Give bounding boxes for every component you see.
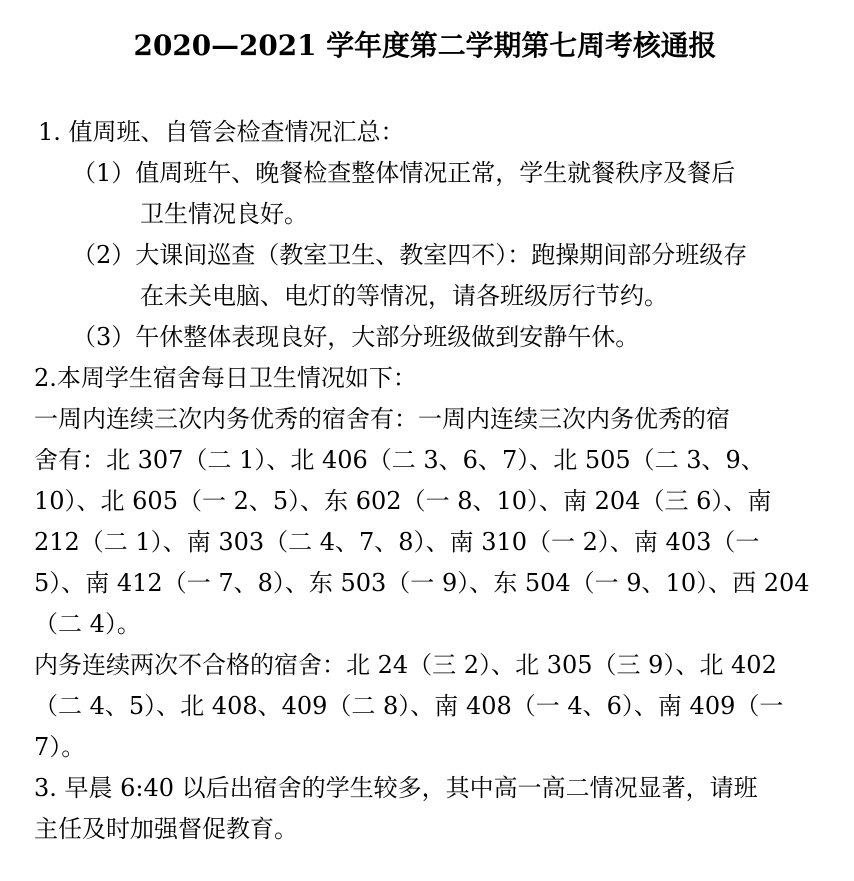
- excellent-dorms-line-4: 212（二 1）、南 303（二 4、7、8）、南 310（一 2）、南 403（一: [34, 528, 760, 556]
- item-1-3-line-1: （3）午休整体表现良好，大部分班级做到安静午休。: [72, 323, 640, 351]
- section-3-line-2: 主任及时加强督促教育。: [34, 815, 298, 843]
- excellent-dorms-line-2: 舍有：北 307（二 1）、北 406（二 3、6、7）、北 505（二 3、9、: [34, 446, 765, 474]
- document-title: 2020—2021 学年度第二学期第七周考核通报: [133, 29, 717, 62]
- excellent-dorms-line-5: 5）、南 412（一 7、8）、东 503（一 9）、东 504（一 9、10）、西 204: [34, 569, 810, 597]
- item-1-1-line-2: 卫生情况良好。: [140, 200, 308, 228]
- excellent-dorms-line-1: 一周内连续三次内务优秀的宿舍有：一周内连续三次内务优秀的宿: [34, 405, 730, 433]
- item-1-1-line-1: （1）值周班午、晚餐检查整体情况正常，学生就餐秩序及餐后: [72, 159, 736, 187]
- section-3-line-1: 3. 早晨 6:40 以后出宿舍的学生较多，其中高一高二情况显著，请班: [34, 774, 758, 802]
- failed-dorms-line-2: （二 4、5）、北 408、409（二 8）、南 408（一 4、6）、南 409（一: [34, 692, 784, 720]
- item-1-2-line-1: （2）大课间巡查（教室卫生、教室四不）：跑操期间部分班级存: [72, 241, 748, 269]
- excellent-dorms-line-6: （二 4）。: [34, 610, 141, 638]
- failed-dorms-line-3: 7）。: [34, 733, 86, 761]
- section-1-heading: 1. 值周班、自管会检查情况汇总：: [38, 118, 405, 146]
- failed-dorms-line-1: 内务连续两次不合格的宿舍：北 24（三 2）、北 305（三 9）、北 402: [34, 651, 777, 679]
- section-2-heading: 2.本周学生宿舍每日卫生情况如下：: [34, 364, 417, 392]
- item-1-2-line-2: 在未关电脑、电灯的等情况，请各班级厉行节约。: [140, 282, 668, 310]
- excellent-dorms-line-3: 10）、北 605（一 2、5）、东 602（一 8、10）、南 204（三 6）、南: [34, 487, 772, 515]
